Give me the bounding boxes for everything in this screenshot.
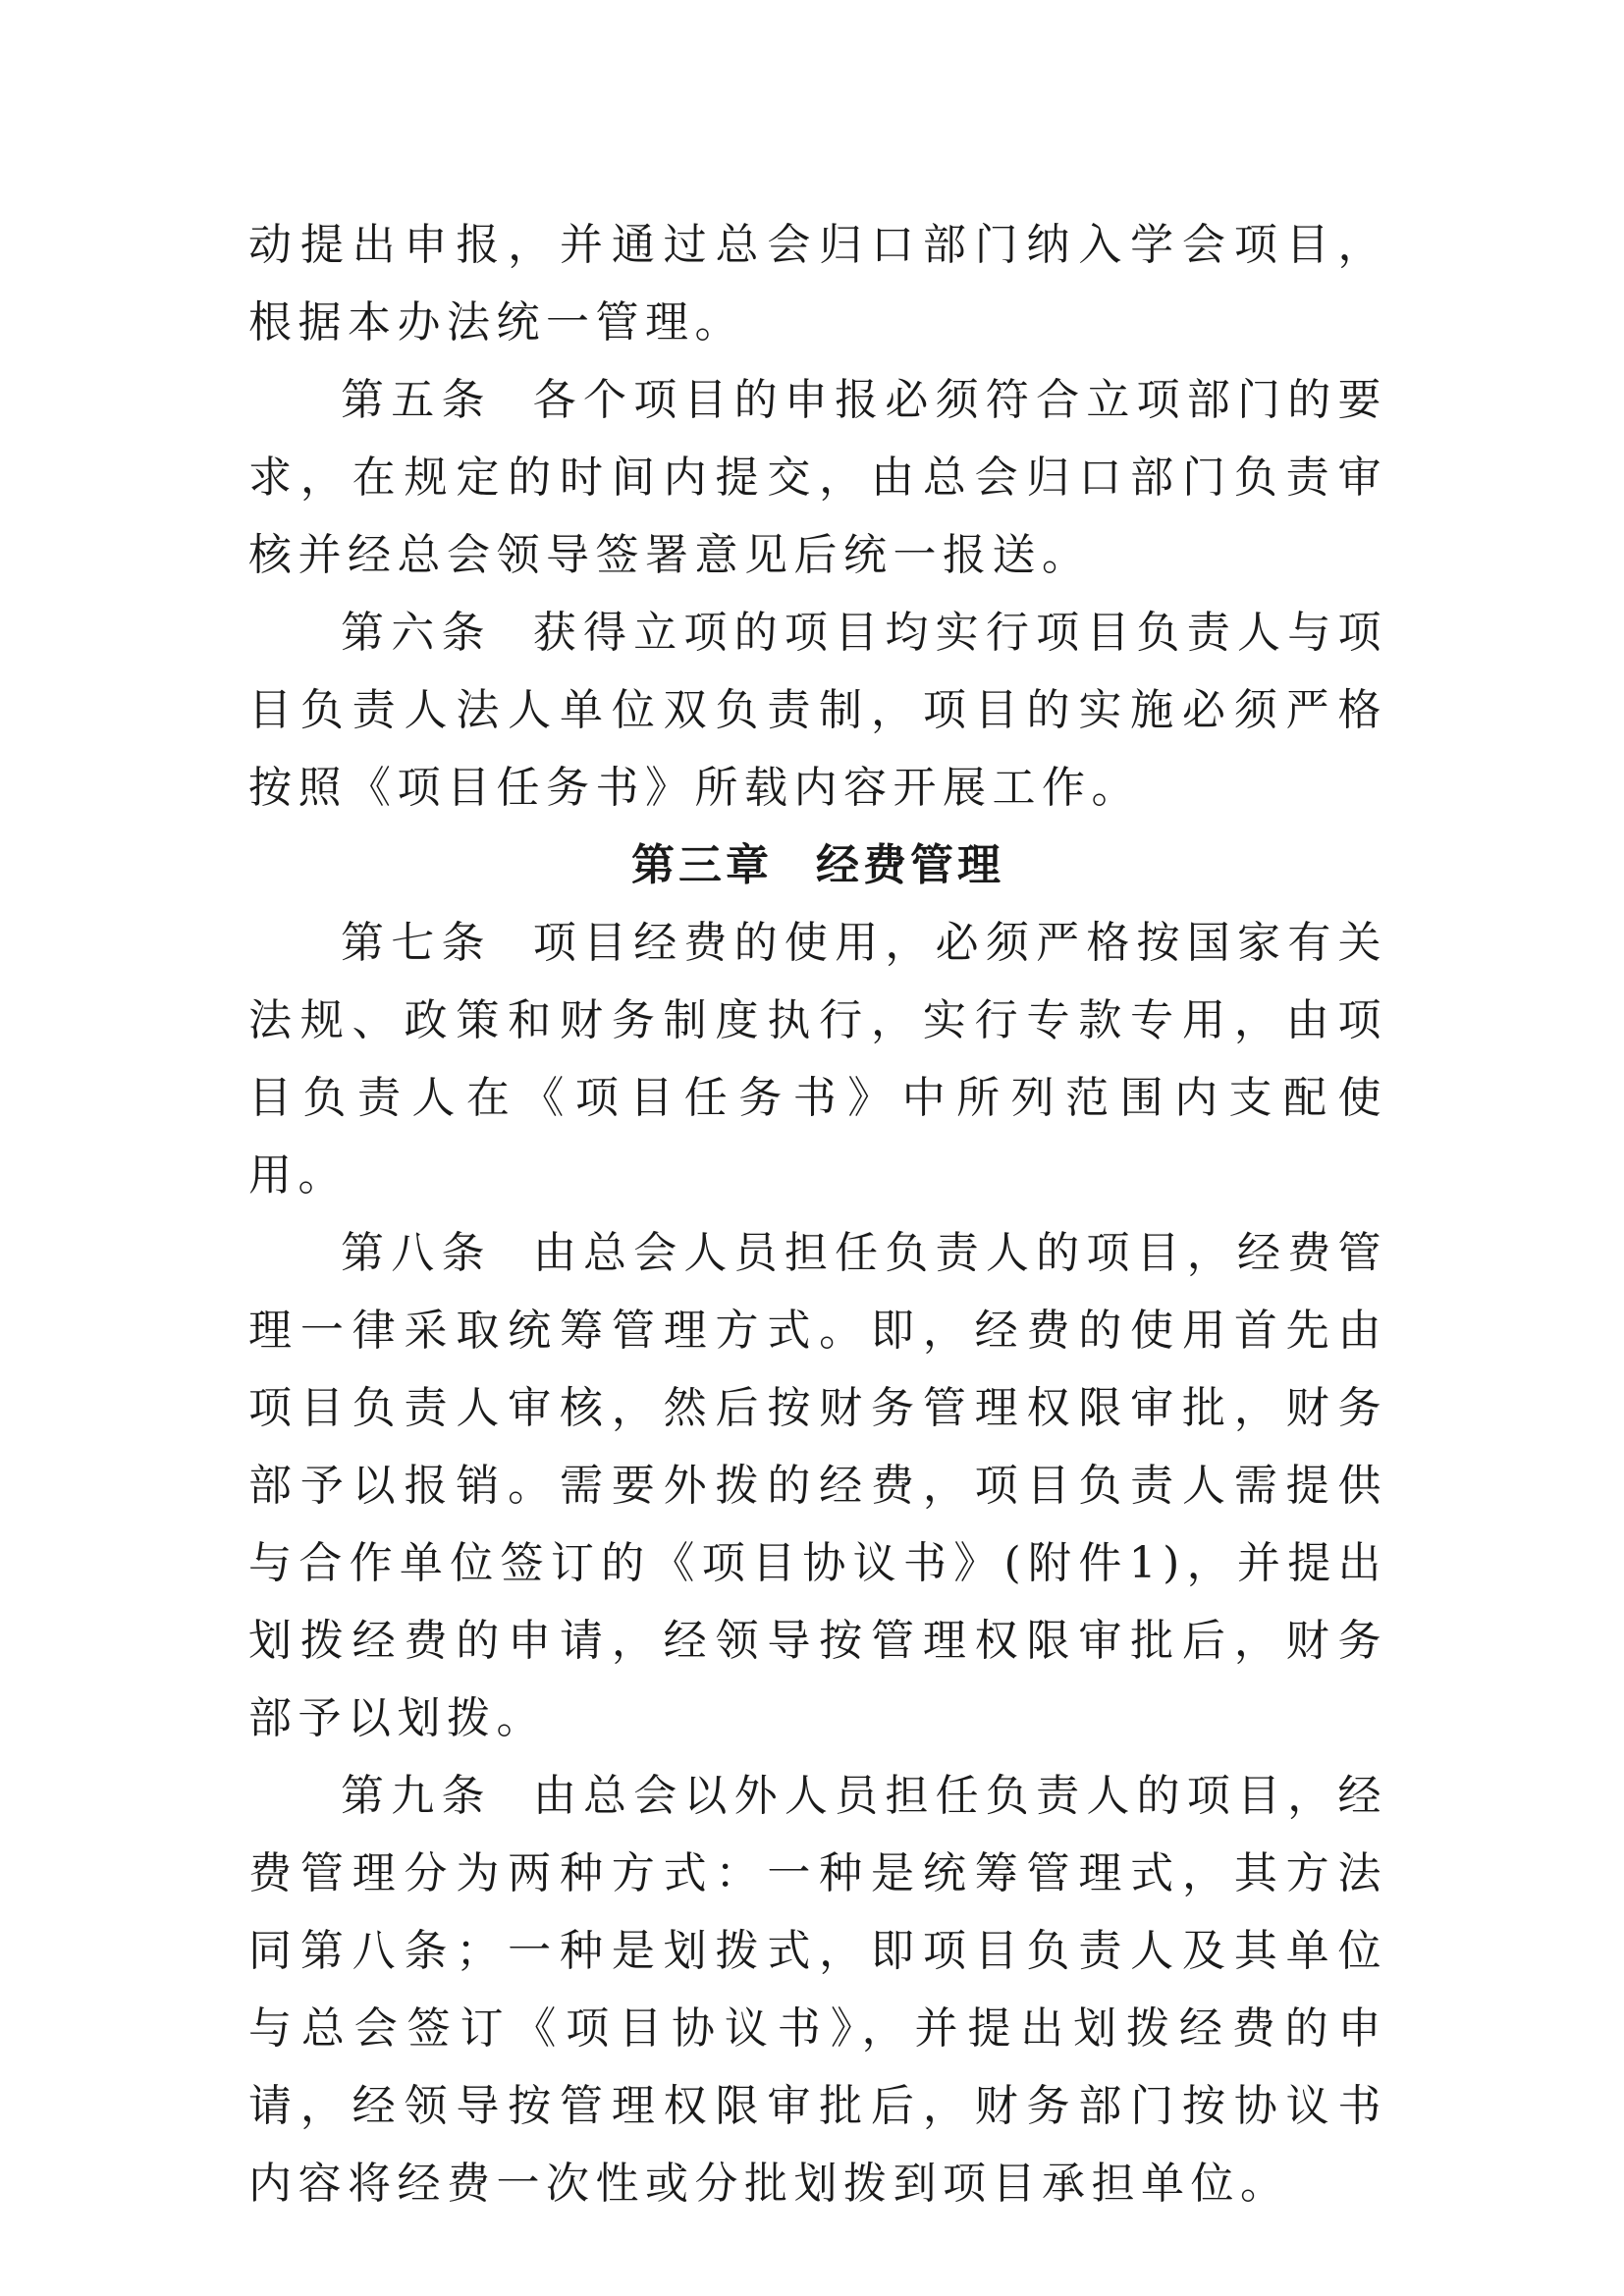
article-5-label: 第五条	[341, 375, 492, 425]
article-7	[248, 904, 1387, 1214]
article-6	[248, 594, 1387, 827]
document-page	[248, 206, 1387, 2222]
article-8-text: 由总会人员担任负责人的项目，经费管理一律采取统筹管理方式。即，经费的使用首先由项目负责人审核，然后按财务管理权限审批，财务部予以报销。需要外拨的经费，项目负责人需提供与合作单位签订的《项目协议书》(附件1)，并提出划拨经费的申请，经领导按管理权限审批后，财务部予以划拨。	[248, 1228, 1388, 1743]
chapter-title: 经费管理	[816, 840, 1004, 890]
article-8-label: 第八条	[341, 1228, 492, 1278]
article-5	[248, 361, 1387, 594]
article-7-text: 项目经费的使用，必须严格按国家有关法规、政策和财务制度执行，实行专款专用，由项目负责人在《项目任务书》中所列范围内支配使用。	[248, 918, 1388, 1201]
continuation-paragraph: 动提出申报，并通过总会归口部门纳入学会项目，根据本办法统一管理。	[248, 220, 1387, 347]
chapter-heading	[248, 827, 1387, 904]
article-9-text: 由总会以外人员担任负责人的项目，经费管理分为两种方式：一种是统筹管理式，其方法同第八条；一种是划拨式，即项目负责人及其单位与总会签订《项目协议书》，并提出划拨经费的申请，经领导按管理权限审批后，财务部门按协议书内容将经费一次性或分批划拨到项目承担单位。	[248, 1771, 1388, 2209]
article-6-text: 获得立项的项目均实行项目负责人与项目负责人法人单位双负责制，项目的实施必须严格按照《项目任务书》所载内容开展工作。	[248, 608, 1388, 813]
chapter-number: 第三章	[631, 840, 773, 890]
article-9-label: 第九条	[341, 1771, 492, 1821]
article-6-label: 第六条	[341, 608, 492, 658]
article-9	[248, 1757, 1387, 2222]
article-5-text: 各个项目的申报必须符合立项部门的要求，在规定的时间内提交，由总会归口部门负责审核并经总会领导签署意见后统一报送。	[248, 375, 1388, 580]
article-8	[248, 1214, 1387, 1757]
article-7-label: 第七条	[341, 918, 492, 968]
